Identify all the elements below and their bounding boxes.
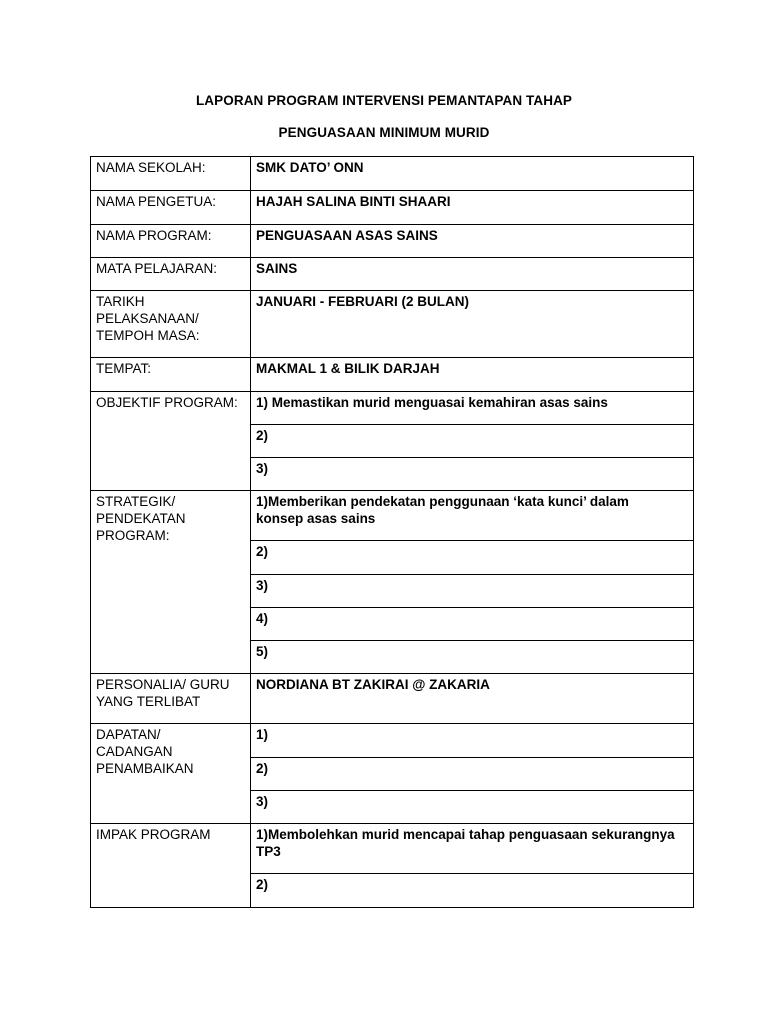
value-impak-item-1 xyxy=(251,824,694,874)
value-dapatan-item: 3) xyxy=(251,791,694,824)
label-nama-pengetua: NAMA PENGETUA: xyxy=(91,191,251,225)
label-tarikh-line: PELAKSANAAN/ xyxy=(96,311,199,326)
label-tarikh-line: TARIKH xyxy=(96,294,145,309)
label-impak: IMPAK PROGRAM xyxy=(91,824,251,908)
label-objektif: OBJEKTIF PROGRAM: xyxy=(91,392,251,491)
value-strategik-item: 2) xyxy=(251,541,694,575)
value-nama-sekolah: SMK DATO’ ONN xyxy=(251,157,694,191)
label-dapatan-line: PENAMBAIKAN xyxy=(96,761,194,776)
row-tarikh xyxy=(91,291,694,358)
value-personalia: NORDIANA BT ZAKIRAI @ ZAKARIA xyxy=(251,674,694,724)
label-nama-sekolah: NAMA SEKOLAH: xyxy=(91,157,251,191)
row-mata-pelajaran xyxy=(91,258,694,291)
value-tempat: MAKMAL 1 & BILIK DARJAH xyxy=(251,358,694,392)
value-strategik-item: 4) xyxy=(251,608,694,641)
row-nama-program xyxy=(91,225,694,258)
label-strategik xyxy=(91,491,251,674)
value-strategik-line: 1)Memberikan pendekatan penggunaan ‘kata kunci’ dalam xyxy=(256,494,629,509)
value-strategik-item: 5) xyxy=(251,641,694,674)
label-dapatan-line: DAPATAN/ xyxy=(96,727,161,742)
row-objektif-1 xyxy=(91,392,694,425)
label-personalia-line: PERSONALIA/ GURU xyxy=(96,677,230,692)
report-title-line-2: PENGUASAAN MINIMUM MURID xyxy=(278,125,490,140)
value-nama-pengetua: HAJAH SALINA BINTI SHAARI xyxy=(251,191,694,225)
label-tarikh-line: TEMPOH MASA: xyxy=(96,328,200,343)
value-strategik-item-1 xyxy=(251,491,694,541)
row-impak-1 xyxy=(91,824,694,874)
label-strategik-line: PROGRAM: xyxy=(96,528,170,543)
row-tempat xyxy=(91,358,694,392)
label-nama-program: NAMA PROGRAM: xyxy=(91,225,251,258)
label-mata-pelajaran: MATA PELAJARAN: xyxy=(91,258,251,291)
row-nama-sekolah xyxy=(91,157,694,191)
label-personalia xyxy=(91,674,251,724)
value-impak-line: TP3 xyxy=(256,844,281,859)
value-dapatan-item: 1) xyxy=(251,724,694,758)
value-objektif-item: 3) xyxy=(251,458,694,491)
row-dapatan-1 xyxy=(91,724,694,758)
value-objektif-item: 2) xyxy=(251,425,694,458)
value-objektif-item: 1) Memastikan murid menguasai kemahiran asas sains xyxy=(251,392,694,425)
value-strategik-line: konsep asas sains xyxy=(256,511,376,526)
label-dapatan xyxy=(91,724,251,824)
value-tarikh: JANUARI - FEBRUARI (2 BULAN) xyxy=(251,291,694,358)
row-personalia xyxy=(91,674,694,724)
value-dapatan-item: 2) xyxy=(251,758,694,791)
row-nama-pengetua xyxy=(91,191,694,225)
report-title-line-1: LAPORAN PROGRAM INTERVENSI PEMANTAPAN TAHAP xyxy=(195,93,573,108)
label-strategik-line: PENDEKATAN xyxy=(96,511,186,526)
label-dapatan-line: CADANGAN xyxy=(96,744,173,759)
value-nama-program: PENGUASAAN ASAS SAINS xyxy=(251,225,694,258)
label-tempat: TEMPAT: xyxy=(91,358,251,392)
row-strategik-1 xyxy=(91,491,694,541)
report-form-table xyxy=(90,156,694,908)
label-tarikh xyxy=(91,291,251,358)
label-strategik-line: STRATEGIK/ xyxy=(96,494,176,509)
label-personalia-line: YANG TERLIBAT xyxy=(96,694,201,709)
value-strategik-item: 3) xyxy=(251,575,694,608)
value-impak-item: 2) xyxy=(251,874,694,908)
value-impak-line: 1)Membolehkan murid mencapai tahap penguasaan sekurangnya xyxy=(256,827,675,842)
value-mata-pelajaran: SAINS xyxy=(251,258,694,291)
